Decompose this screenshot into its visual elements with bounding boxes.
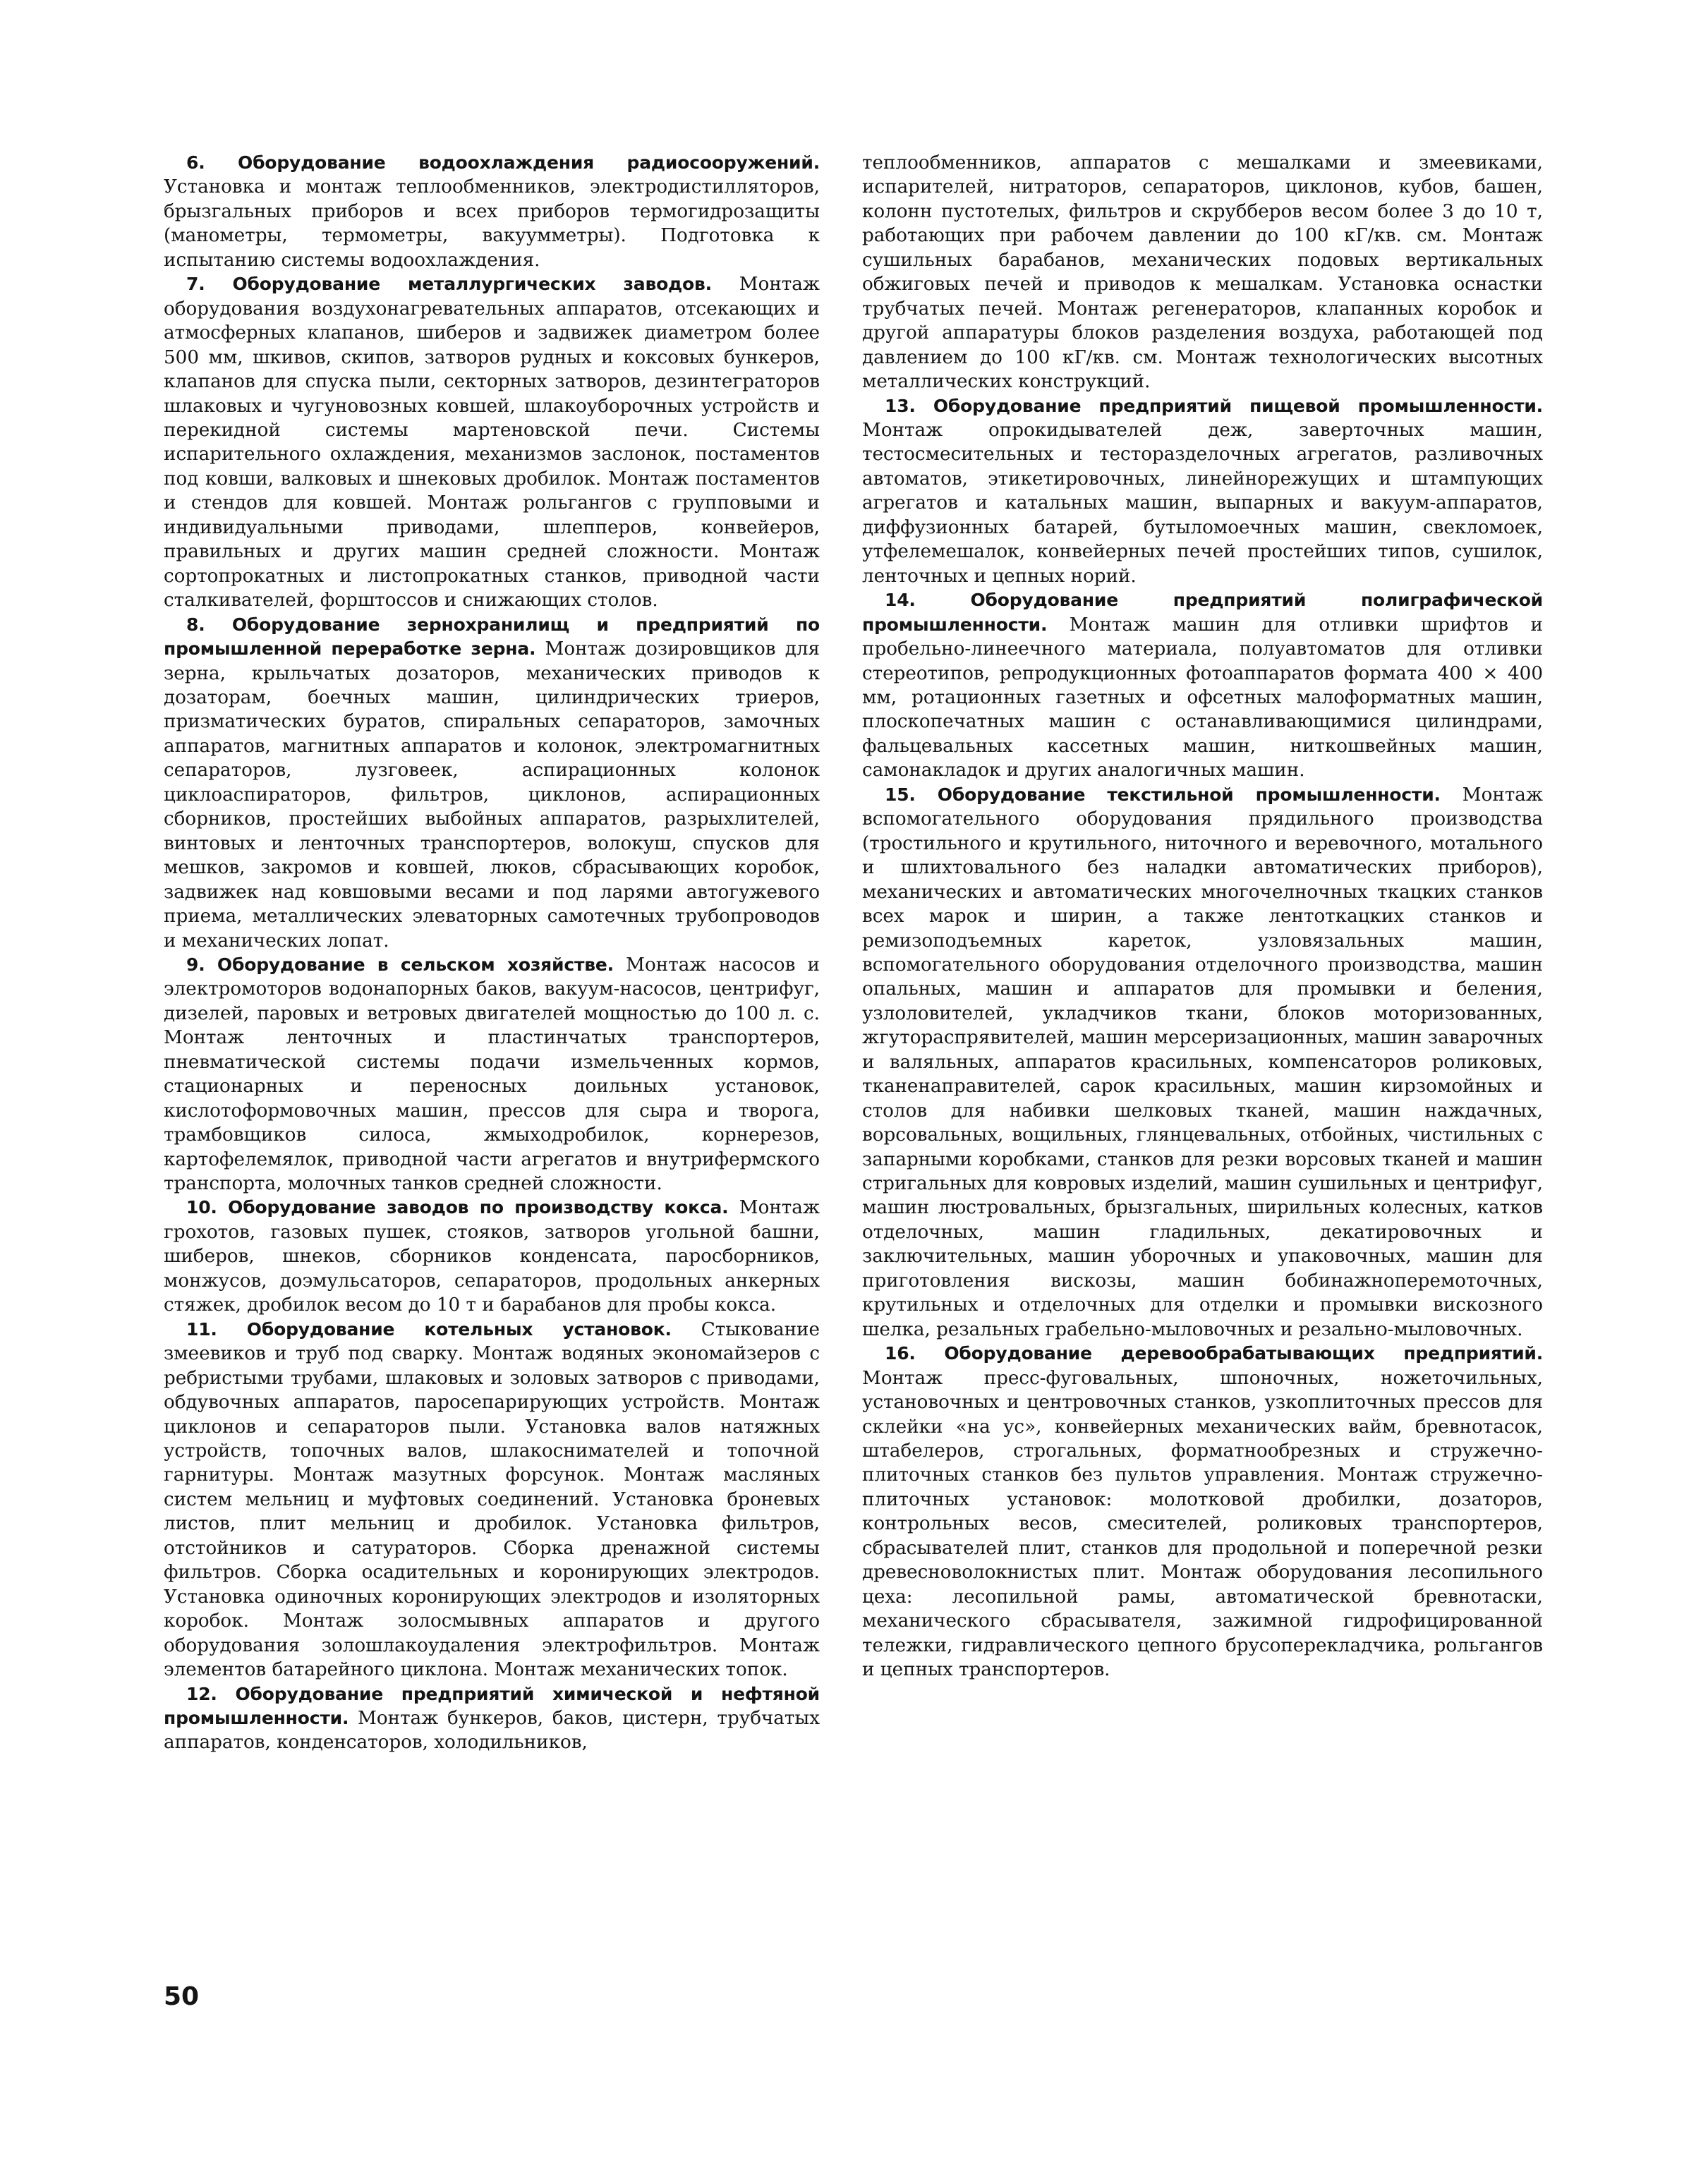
section-body: Монтаж оборудования воздухонагревательных аппаратов, отсекающих и атмосферных клапанов, шиберов и задвижек диаметром более 500 мм, шкивов, скипов, затворов рудных и коксовых бункеров, клапанов для спуска пыли, секторных затворов, дезинтеграторов шлаковых и чугуновозных ковшей, шлакоуборочных устройств и перекидной системы мартеновской печи. Системы испарительного охлаждения, механизмов заслонок, постаментов под ковши, валковых и шнековых дробилок. Монтаж постаментов и стендов для ковшей. Монтаж рольгангов с групповыми и индивидуальными приводами, шлепперов, конвейеров, правильных и других машин средней сложности. Монтаж сортопрокатных и листопрокатных станков, приводной части сталкивателей, форштоссов и снижающих столов.	[164, 274, 820, 612]
section-heading: 7. Оборудование металлургических заводов.	[186, 274, 712, 295]
section-body: Монтаж дозировщиков для зерна, крыльчатых дозаторов, механических приводов к дозаторам, боечных машин, цилиндрических триеров, призматических буратов, спиральных сепараторов, замочных аппаратов, магнитных аппаратов и колонок, электромагнитных сепараторов, лузговеек, аспирационных колонок циклоаспираторов, фильтров, циклонов, аспирационных сборников, простейших выбойных аппаратов, разрыхлителей, винтовых и ленточных транспортеров, волокуш, спусков для мешков, закромов и ковшей, люков, сбрасывающих коробок, задвижек над ковшовыми весами и под ларями автогужевого приема, металлических элеваторных самотечных трубопроводов и механических лопат.	[164, 638, 820, 952]
section-11	[164, 1318, 820, 1682]
section-heading: 8. Оборудование зернохранилищ и предприятий по промышленной переработке зерна.	[164, 614, 820, 660]
section-9	[164, 953, 820, 1196]
section-body: теплообменников, аппаратов с мешалками и змеевиками, испарителей, нитраторов, сепараторов, циклонов, кубов, башен, колонн пустотелых, фильтров и скрубберов весом более 3 до 10 т, работающих при рабочем давлении до 100 кГ/кв. см. Монтаж сушильных барабанов, механических подовых вертикальных обжиговых печей и приводов к мешалкам. Установка оснастки трубчатых печей. Монтаж регенераторов, клапанных коробок и другой аппаратуры блоков разделения воздуха, работающей под давлением до 100 кГ/кв. см. Монтаж технологических высотных металлических конструкций.	[862, 152, 1543, 393]
section-body: Монтаж опрокидывателей деж, заверточных машин, тестосмесительных и тесторазделочных агрегатов, разливочных автоматов, этикетировочных, линейнорежущих и штампующих агрегатов и катальных машин, выпарных и вакуум-аппаратов, диффузионных батарей, бутыломоечных машин, свекломоек, утфелемешалок, конвейерных печей простейших типов, сушилок, ленточных и цепных норий.	[862, 419, 1543, 587]
section-heading: 13. Оборудование предприятий пищевой промышленности.	[885, 395, 1543, 416]
section-body: Монтаж грохотов, газовых пушек, стояков, затворов угольной башни, шиберов, шнеков, сборников конденсата, паросборников, монжусов, доэмульсаторов, сепараторов, продольных анкерных стяжек, дробилок весом до 10 т и барабанов для пробы кокса.	[164, 1197, 820, 1316]
section-body: Монтаж машин для отливки шрифтов и пробельно-линеечного материала, полуавтоматов для отливки стереотипов, репродукционных фотоаппаратов формата 400 × 400 мм, ротационных газетных и офсетных малоформатных машин, плоскопечатных машин с останавливающимися цилиндрами, фальцевальных кассетных машин, ниткошвейных машин, самонакладок и других аналогичных машин.	[862, 614, 1543, 782]
section-12	[164, 1682, 820, 1755]
section-heading: 10. Оборудование заводов по производству кокса.	[186, 1197, 729, 1218]
right-column	[862, 151, 1543, 1682]
section-13	[862, 394, 1543, 589]
section-body: Монтаж вспомогательного оборудования прядильного производства (тростильного и крутильного, ниточного и веревочного, мотального и шлихтовального без наладки автоматических приборов), механических и автоматических многочелночных ткацких станков всех марок и ширин, а также лентоткацких станков и ремизоподъемных кареток, узловязальных машин, вспомогательного оборудования отделочного производства, машин опальных, машин и аппаратов для промывки и беления, узлоловителей, укладчиков ткани, блоков моторизованных, жгутораспрявителей, машин мерсеризационных, машин заварочных и валяльных, аппаратов красильных, компенсаторов роликовых, тканенаправителей, сарок красильных, машин кирзомойных и столов для набивки шелковых тканей, машин наждачных, ворсовальных, вощильных, глянцевальных, отбойных, чистильных с запарными коробками, станков для резки ворсовых тканей и машин стригальных для ковровых изделий, машин сушильных и центрифуг, машин люстровальных, брызгальных, ширильных колесных, катков отделочных, машин гладильных, декатировочных и заключительных, машин уборочных и упаковочных, машин для приготовления вискозы, машин бобинажноперемоточных, крутильных и отделочных для отделки и промывки вискозного шелка, резальных грабельно-мыловочных и резально-мыловочных.	[862, 784, 1544, 1340]
section-heading: 15. Оборудование текстильной промышленности.	[885, 784, 1441, 805]
section-heading: 6. Оборудование водоохлаждения радиосооружений.	[186, 152, 820, 173]
section-7	[164, 272, 820, 612]
left-column	[164, 151, 820, 1755]
section-body: Монтаж насосов и электромоторов водонапорных баков, вакуум-насосов, центрифуг, дизелей, паровых и ветровых двигателей мощностью до 100 л. с. Монтаж ленточных и пластинчатых транспортеров, пневматической системы подачи измельченных кормов, стационарных и переносных доильных установок, кислотоформовочных машин, прессов для сыра и творога, трамбовщиков силоса, жмыходробилок, корнерезов, картофелемялок, приводной части агрегатов и внутрифермского транспорта, молочных танков средней сложности.	[164, 954, 820, 1195]
section-heading: 14. Оборудование предприятий полиграфической промышленности.	[862, 590, 1543, 635]
section-6	[164, 151, 820, 272]
section-8	[164, 613, 820, 953]
section-heading: 16. Оборудование деревообрабатывающих предприятий.	[885, 1343, 1543, 1364]
section-body: Монтаж пресс-фуговальных, шпоночных, ножеточильных, установочных и центровочных станков, узкоплиточных прессов для склейки «на ус», конвейерных механических вайм, бревнотасок, штабелеров, строгальных, форматнообрезных и стружечно-плиточных станков без пультов управления. Монтаж стружечно-плиточных установок: молотковой дробилки, дозаторов, контрольных весов, смесителей, роликовых транспортеров, сбрасывателей плит, станков для продольной и поперечной резки древесноволокнистых плит. Монтаж оборудования лесопильного цеха: лесопильной рамы, автоматической бревнотаски, механического сбрасывателя, зажимной гидрофицированной тележки, гидравлического цепного брусоперекладчика, рольгангов и цепных транспортеров.	[862, 1367, 1543, 1681]
section-12-continued	[862, 151, 1543, 394]
section-body: Стыкование змеевиков и труб под сварку. Монтаж водяных экономайзеров с ребристыми трубами, шлаковых и золовых затворов с приводами, обдувочных аппаратов, паросепарирующих устройств. Монтаж циклонов и сепараторов пыли. Установка валов натяжных устройств, топочных валов, шлакоснимателей и топочной гарнитуры. Монтаж мазутных форсунок. Монтаж масляных систем мельниц и муфтовых соединений. Установка броневых листов, плит мельниц и дробилок. Установка фильтров, отстойников и сатураторов. Сборка дренажной системы фильтров. Сборка осадительных и коронирующих электродов. Установка одиночных коронирующих электродов и изоляторных коробок. Монтаж золосмывных аппаратов и другого оборудования золошлакоудаления электрофильтров. Монтаж элементов батарейного циклона. Монтаж механических топок.	[164, 1318, 820, 1681]
section-body: Установка и монтаж теплообменников, электродистилляторов, брызгальных приборов и всех приборов термогидрозащиты (манометры, термометры, вакуумметры). Подготовка к испытанию системы водоохлаждения.	[164, 176, 820, 271]
section-15	[862, 783, 1543, 1342]
section-16	[862, 1342, 1543, 1682]
section-heading: 11. Оборудование котельных установок.	[186, 1318, 672, 1340]
section-10	[164, 1196, 820, 1317]
section-14	[862, 588, 1543, 783]
section-heading: 9. Оборудование в сельском хозяйстве.	[186, 954, 614, 975]
page-number: 50	[164, 1982, 200, 2011]
section-heading: 12. Оборудование предприятий химической и нефтяной промышленности.	[164, 1683, 820, 1728]
section-body: Монтаж бункеров, баков, цистерн, трубчатых аппаратов, конденсаторов, холодильников,	[164, 1708, 820, 1754]
